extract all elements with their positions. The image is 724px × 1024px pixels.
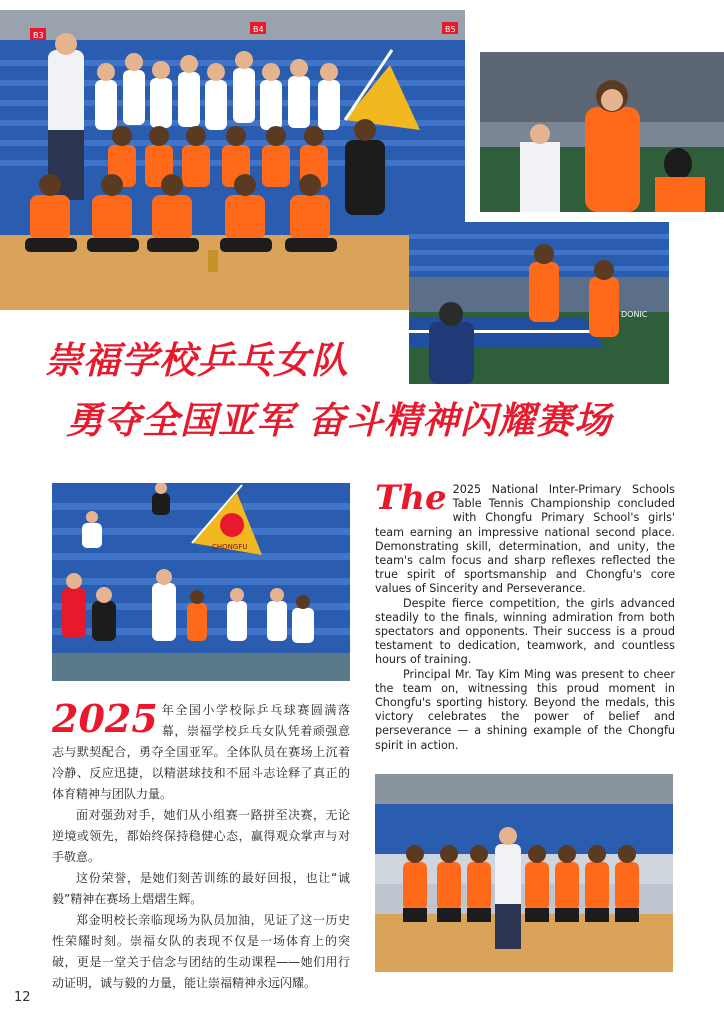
player-closeup-photo	[480, 52, 724, 212]
chinese-paragraph-1: 年全国小学校际乒乓球赛圆满落幕，崇福学校乒乓女队凭着顽强意志与默契配合，勇夺全国亚军。全体队员在赛场上沉着冷静、反应迅捷，以精湛球技和不屈斗志诠释了真正的体育精神与团队力量。	[52, 703, 350, 801]
team-with-principal-photo	[375, 774, 673, 972]
headline-line-1: 崇福学校乒乓女队	[45, 339, 349, 382]
seat-sign-b3: B3	[33, 31, 44, 40]
headline-line-2: 勇夺全国亚军 奋斗精神闪耀赛场	[66, 399, 612, 442]
chinese-article	[52, 696, 350, 994]
chinese-paragraph-4: 郑金明校长亲临现场为队员加油，见证了这一历史性荣耀时刻。崇福女队的表现不仅是一场体育上的突破，更是一堂关于信念与团结的生动课程——她们用行动证明，诚与毅的力量，能让崇福精神永远闪耀。	[52, 913, 350, 990]
supporters-flag-photo	[52, 483, 350, 681]
seat-sign-b5: B5	[445, 25, 456, 34]
seat-sign-b4: B4	[253, 25, 264, 34]
team-group-photo	[0, 10, 465, 310]
english-article	[375, 478, 675, 753]
english-paragraph-2: Despite fierce competition, the girls advanced steadily to the finals, winning admiration from both spectators and opponents. Their success is a proud testament to dedication, teamwork, and countless hours of training.	[375, 596, 675, 667]
shirt-brand-text: DONIC	[621, 310, 648, 319]
english-paragraph-1: 2025 National Inter-Primary Schools Table Tennis Championship concluded with Chongfu Primary School's girls' team earning an impressive national second place. Demonstrating skill, determination, and unity, the team's calm focus and sharp reflexes reflected the true spirit of sportsmanship and Chongfu's core values of Sincerity and Perseverance.	[375, 483, 675, 596]
chinese-paragraph-3: 这份荣誉，是她们刻苦训练的最好回报，也让“诚毅”精神在赛场上熠熠生辉。	[52, 871, 350, 906]
english-dropcap: The	[375, 478, 447, 518]
page-number: 12	[14, 990, 31, 1005]
chinese-paragraph-2: 面对强劲对手，她们从小组赛一路拼至决赛，无论逆境或领先，都始终保持稳健心态，赢得观众掌声与对手敬意。	[52, 808, 350, 864]
flag-text: CHONGFU	[212, 543, 248, 551]
english-paragraph-3: Principal Mr. Tay Kim Ming was present to cheer the team on, witnessing this proud moment in Chongfu's sporting history. Beyond the medals, this victory celebrates the power of belief and perseverance — a shining example of the Chongfu spirit in action.	[375, 667, 675, 752]
chinese-dropcap: 2025	[52, 696, 158, 741]
